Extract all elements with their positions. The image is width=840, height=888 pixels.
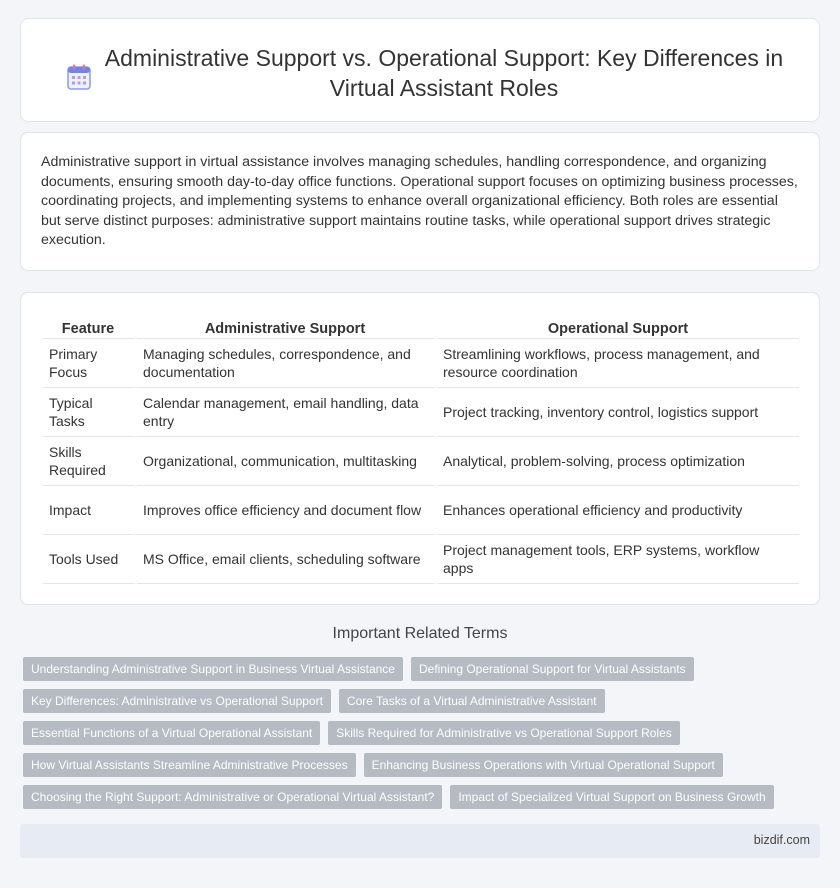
related-term-tag[interactable]: Skills Required for Administrative vs Operational Support Roles [328,721,679,745]
administrative-cell: Managing schedules, correspondence, and documentation [137,339,437,388]
footer [20,824,820,858]
feature-cell: Typical Tasks [43,388,137,437]
related-term-tag[interactable]: Understanding Administrative Support in Business Virtual Assistance [23,657,403,681]
tag-row [23,689,823,713]
related-term-tag[interactable]: Essential Functions of a Virtual Operational Assistant [23,721,320,745]
related-term-tag[interactable]: Choosing the Right Support: Administrative or Operational Virtual Assistant? [23,785,442,809]
operational-cell: Project management tools, ERP systems, workflow apps [437,535,799,584]
operational-cell: Streamlining workflows, process management, and resource coordination [437,339,799,388]
table-row [43,339,799,388]
footer-site-link[interactable]: bizdif.com [753,833,810,847]
tag-row [23,657,823,681]
related-term-tag[interactable]: Defining Operational Support for Virtual Assistants [411,657,694,681]
administrative-cell: MS Office, email clients, scheduling software [137,535,437,584]
comparison-table-card [20,292,820,605]
table-row [43,486,799,535]
operational-cell: Analytical, problem-solving, process optimization [437,437,799,486]
title-card [20,18,820,122]
header-feature: Feature [43,311,137,339]
table-row [43,437,799,486]
intro-paragraph: Administrative support in virtual assistance involves managing schedules, handling correspondence, and organizing documents, ensuring smooth day-to-day office functions. Operational support focuses on optimizing business processes, coordinating projects, and implementing systems to enhance overall organizational efficiency. Both roles are essential but serve distinct purposes: administrative support maintains routine tasks, while operational support drives strategic execution. [41,154,798,248]
feature-cell: Skills Required [43,437,137,486]
feature-cell: Tools Used [43,535,137,584]
feature-cell: Impact [43,486,137,535]
related-term-tag[interactable]: Key Differences: Administrative vs Operational Support [23,689,331,713]
operational-cell: Enhances operational efficiency and productivity [437,486,799,535]
operational-cell: Project tracking, inventory control, logistics support [437,388,799,437]
table-row [43,388,799,437]
tag-row [23,721,823,745]
feature-cell: Primary Focus [43,339,137,388]
tag-row [23,785,823,809]
page-title: Administrative Support vs. Operational Support: Key Differences in Virtual Assistant Roles [104,45,784,101]
header-operational: Operational Support [437,311,799,339]
related-term-tag[interactable]: How Virtual Assistants Streamline Administrative Processes [23,753,356,777]
related-terms-heading: Important Related Terms [332,625,508,642]
table-row [43,535,799,584]
related-term-tag[interactable]: Impact of Specialized Virtual Support on Business Growth [450,785,773,809]
related-term-tag[interactable]: Core Tasks of a Virtual Administrative Assistant [339,689,605,713]
administrative-cell: Organizational, communication, multitasking [137,437,437,486]
table-header-row [43,311,799,339]
intro-card [20,132,820,271]
administrative-cell: Calendar management, email handling, data entry [137,388,437,437]
administrative-cell: Improves office efficiency and document flow [137,486,437,535]
tag-row [23,753,823,777]
comparison-table [43,311,799,584]
related-terms-tags [23,657,823,817]
related-term-tag[interactable]: Enhancing Business Operations with Virtual Operational Support [364,753,723,777]
header-administrative: Administrative Support [137,311,437,339]
